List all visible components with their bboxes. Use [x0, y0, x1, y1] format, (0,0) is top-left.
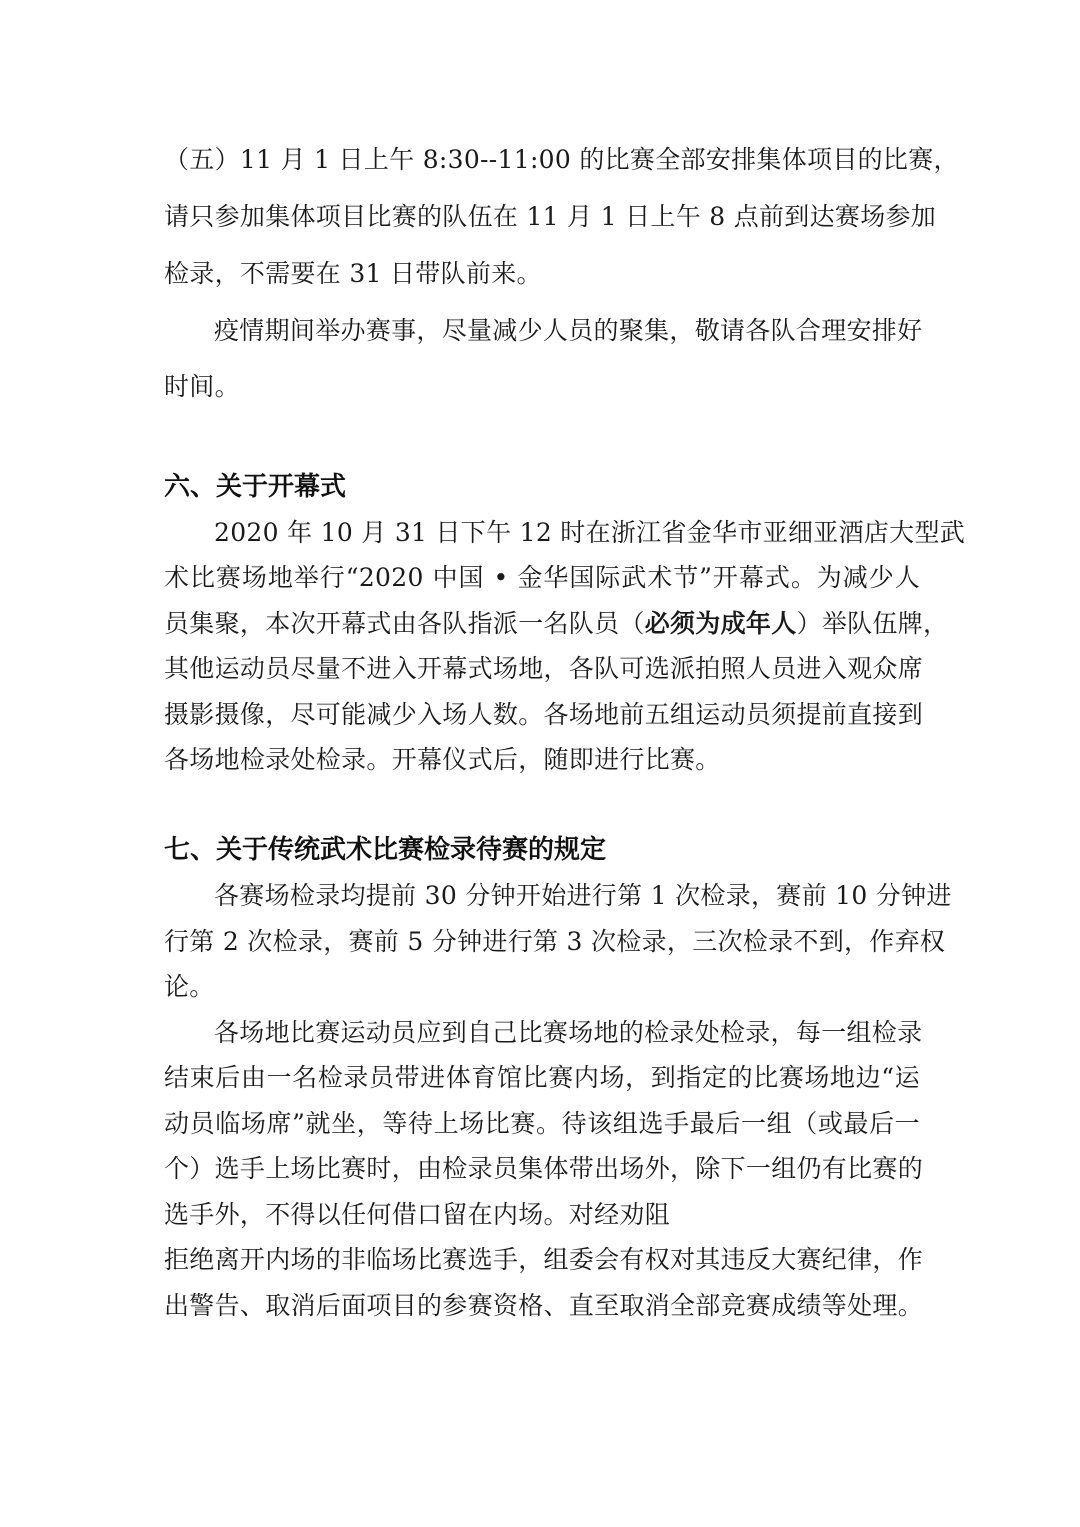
section7-para1-line-3: 论。	[164, 972, 215, 1001]
section7-para2-line-3: 动员临场席”就坐，等待上场比赛。待该组选手最后一组（或最后一	[164, 1109, 920, 1138]
section7-heading: 七、关于传统武术比赛检录待赛的规定	[164, 835, 607, 865]
section5-line-3: 检录，不需要在 31 日带队前来。	[164, 259, 542, 288]
section5-note-line-2: 时间。	[164, 372, 240, 401]
section7-para1-line-2: 行第 2 次检录，赛前 5 分钟进行第 3 次检录，三次检录不到，作弃权	[164, 927, 946, 956]
section7-para2-line-4: 个）选手上场比赛时，由检录员集体带出场外，除下一组仍有比赛的	[164, 1154, 924, 1183]
section6-line-3-tail: ）举队伍牌，	[796, 609, 949, 638]
section7-para2-line-7: 出警告、取消后面项目的参赛资格、直至取消全部竞赛成绩等处理。	[164, 1291, 924, 1320]
section7-para1-line-1: 各赛场检录均提前 30 分钟开始进行第 1 次检录，赛前 10 分钟进	[214, 881, 952, 910]
section5-line-1: （五）11 月 1 日上午 8:30--11:00 的比赛全部安排集体项目的比赛，	[164, 145, 959, 174]
section6-line-3	[164, 607, 949, 641]
section6-line-4: 其他运动员尽量不进入开幕式场地，各队可选派拍照人员进入观众席	[164, 654, 924, 683]
section5-note-line-1: 疫情期间举办赛事，尽量减少人员的聚集，敬请各队合理安排好	[214, 316, 923, 345]
adult-requirement-emphasis: 必须为成年人	[644, 609, 797, 638]
section6-line-2: 术比赛场地举行“2020 中国 • 金华国际武术节”开幕式。为减少人	[164, 563, 920, 592]
section6-line-5: 摄影摄像，尽可能减少入场人数。各场地前五组运动员须提前直接到	[164, 700, 924, 729]
section6-heading: 六、关于开幕式	[164, 472, 347, 502]
section5-line-2: 请只参加集体项目比赛的队伍在 11 月 1 日上午 8 点前到达赛场参加	[164, 202, 937, 231]
section6-line-3-head: 员集聚，本次开幕式由各队指派一名队员（	[164, 609, 645, 638]
section7-para2-line-1: 各场地比赛运动员应到自己比赛场地的检录处检录，每一组检录	[214, 1018, 923, 1047]
section7-para2-line-2: 结束后由一名检录员带进体育馆比赛内场，到指定的比赛场地边“运	[164, 1063, 920, 1092]
section7-para2-line-6: 拒绝离开内场的非临场比赛选手，组委会有权对其违反大赛纪律，作	[164, 1245, 924, 1274]
section6-line-1: 2020 年 10 月 31 日下午 12 时在浙江省金华市亚细亚酒店大型武	[214, 518, 966, 547]
section7-para2-line-5: 选手外，不得以任何借口留在内场。对经劝阻	[164, 1200, 671, 1229]
section6-line-6: 各场地检录处检录。开幕仪式后，随即进行比赛。	[164, 745, 721, 774]
